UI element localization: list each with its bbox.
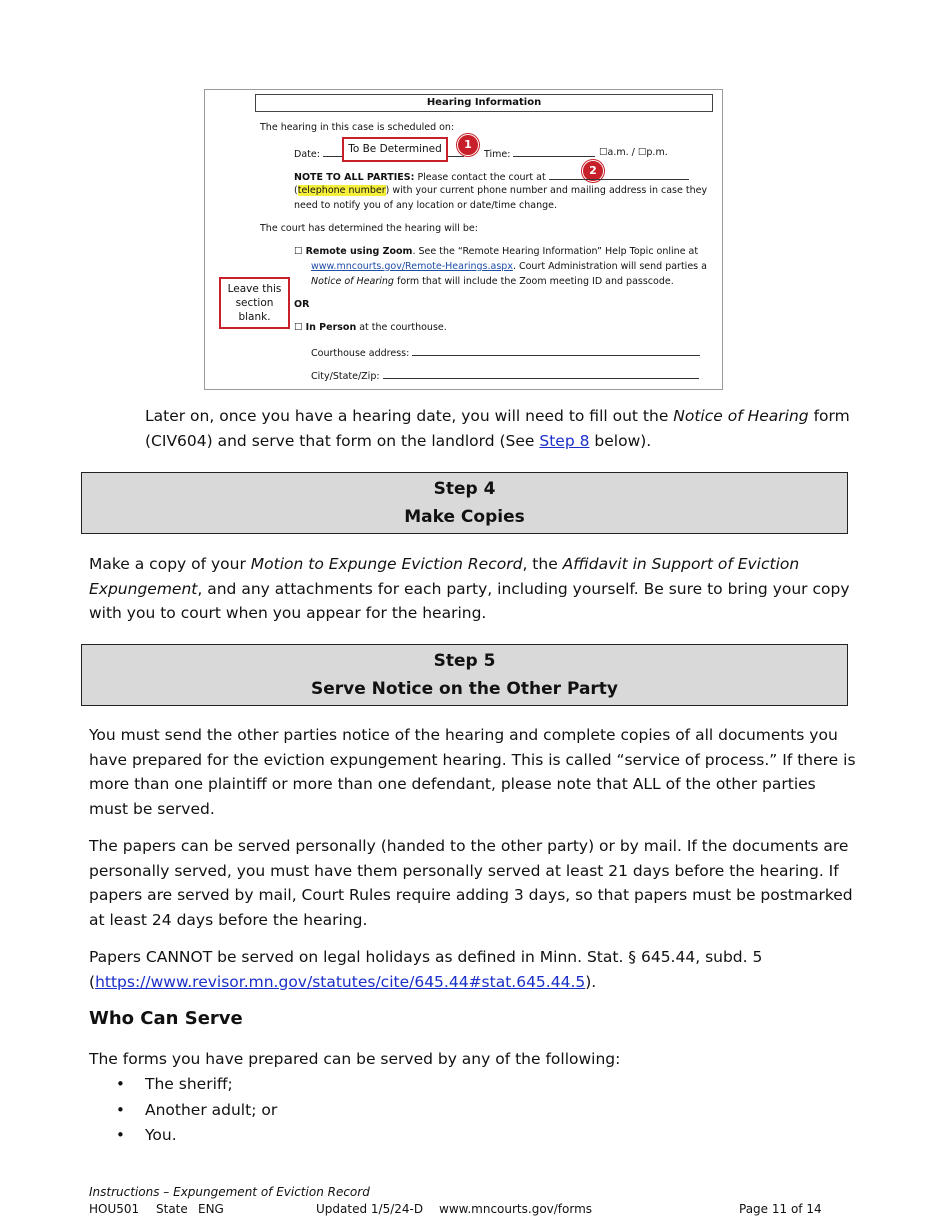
or-label: OR [294,299,310,310]
list-item: • You. [89,1123,589,1149]
who-can-serve-intro: The forms you have prepared can be served by any of the following: [89,1050,621,1068]
time-label: Time: [484,147,595,160]
step-4-header [81,472,848,534]
footer-language: ENG [198,1202,224,1216]
remote-option-line-2: www.mncourts.gov/Remote-Hearings.aspx. Court Administration will send parties a [311,261,707,272]
step-8-link[interactable]: Step 8 [539,431,590,450]
in-person-checkbox: ☐ [294,322,303,333]
list-item: • Another adult; or [89,1098,589,1124]
intro-paragraph: Later on, once you have a hearing date, you will need to fill out the Notice of Hearing form (CIV604) and serve that form on the landlord (See Step 8 below). [145,407,850,450]
date-label: Date: [294,147,347,160]
hearing-information-form-image [204,89,723,390]
form-header: Hearing Information [255,94,713,112]
step-5-paragraph-2: The papers can be served personally (handed to the other party) or by mail. If the documents are personally served, you must have them personally served at least 21 days before the hearing. If papers are served by mail, Court Rules require adding 3 days, so that papers must be postmarked at least 24 days before the hearing. [89,837,853,929]
remote-option-line-3: Notice of Hearing form that will include the Zoom meeting ID and passcode. [311,276,674,287]
footer-title: Instructions – Expungement of Eviction Record [89,1185,370,1199]
footer-page-number: Page 11 of 14 [739,1202,822,1216]
footer-code: HOU501 [89,1202,140,1216]
who-can-serve-list [89,1072,589,1149]
revisor-statute-link[interactable]: https://www.revisor.mn.gov/statutes/cite/645.44#stat.645.44.5 [95,972,586,991]
step-5-paragraph-3: Papers CANNOT be served on legal holidays as defined in Minn. Stat. § 645.44, subd. 5 (https://www.revisor.mn.gov/statutes/cite/645.44#stat.645.44.5). [89,948,763,991]
remote-hearings-link: www.mncourts.gov/Remote-Hearings.aspx [311,261,513,272]
bullet-icon: • [116,1075,125,1093]
telephone-number-highlight: telephone number [297,185,386,196]
city-state-zip-line: City/State/Zip: [311,369,699,382]
leave-blank-callout: Leave this section blank. [219,277,290,329]
footer-state: State [156,1202,188,1216]
list-item: • The sheriff; [89,1072,589,1098]
footer-updated: Updated 1/5/24-D [316,1202,424,1216]
callout-badge-1: 1 [457,134,479,156]
date-value-box: To Be Determined [342,137,448,162]
footer-url: www.mncourts.gov/forms [439,1202,593,1216]
determined-text: The court has determined the hearing will be: [260,223,478,234]
note-line-2: (telephone number) with your current phone number and mailing address in case they [294,185,708,196]
remote-checkbox: ☐ [294,246,303,257]
step-5-header [81,644,848,706]
step-4-number: Step 4 [433,479,496,499]
remote-option-line-1: ☐ Remote using Zoom. See the “Remote Hearing Information” Help Topic online at [294,246,699,257]
note-line-3: need to notify you of any location or date/time change. [294,200,558,211]
callout-badge-2: 2 [582,160,604,182]
bullet-icon: • [116,1100,125,1119]
scheduled-intro: The hearing in this case is scheduled on: [260,122,455,133]
in-person-option: ☐ In Person at the courthouse. [294,322,447,333]
step-4-title: Make Copies [404,507,525,527]
bullet-icon: • [116,1126,125,1144]
courthouse-address-line: Courthouse address: [311,346,700,359]
step-5-paragraph-1: You must send the other parties notice of the hearing and complete copies of all documents you have prepared for the eviction expungement hearing. This is called “service of process.” If there is more than one plaintiff or more than one defendant, please note that ALL of the other parties must be served. [89,726,856,818]
am-pm-options: ☐a.m. / ☐p.m. [599,147,668,158]
step-5-title: Serve Notice on the Other Party [310,679,619,699]
step-5-number: Step 5 [433,651,496,671]
who-can-serve-heading: Who Can Serve [89,1008,243,1029]
note-line-1: NOTE TO ALL PARTIES: Please contact the court at [294,170,689,183]
step-4-paragraph: Make a copy of your Motion to Expunge Eviction Record, the Affidavit in Support of Eviction Expungement, and any attachments for each party, including yourself. Be sure to bring your copy with you to court when you appear for the hearing. [89,555,850,622]
